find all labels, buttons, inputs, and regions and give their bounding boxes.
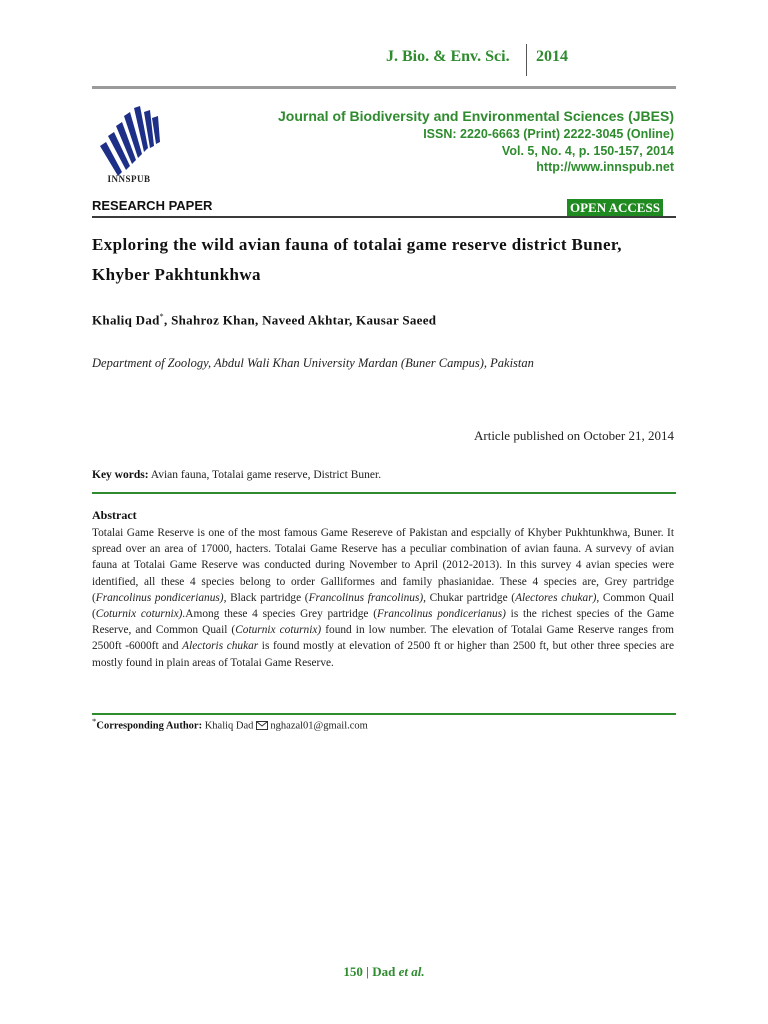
footer-separator: |: [362, 964, 373, 979]
species-name: Coturnix coturnix): [235, 624, 322, 637]
page-number: 150: [343, 964, 363, 979]
species-name: Francolinus pondicerianus): [377, 608, 506, 621]
species-name: Francolinus francolinus),: [308, 591, 426, 604]
journal-volume: Vol. 5, No. 4, p. 150-157, 2014: [501, 144, 674, 158]
publication-date: Article published on October 21, 2014: [473, 428, 674, 443]
author-rest: , Shahroz Khan, Naveed Akhtar, Kausar Saeed: [163, 312, 437, 328]
header-rule: [92, 86, 676, 89]
journal-issn: ISSN: 2220-6663 (Print) 2222-3045 (Online): [423, 127, 674, 141]
abstract-text: Chukar partridge (: [425, 591, 516, 604]
abstract-text: is found mostly at elevation of 2500 ft or higher than 2500 ft, but other three species are mostly found in plain areas of Totalai Game Reserve.: [92, 640, 674, 669]
keywords-label: Key words:: [92, 469, 149, 481]
species-name: Coturnix coturnix).: [95, 608, 186, 621]
journal-name: Journal of Biodiversity and Environmental Sciences (JBES): [278, 108, 674, 124]
corresponding-email-link[interactable]: nghazal01@gmail.com: [270, 720, 368, 732]
abstract-text: is the richest species of the Game Reserve, and Common Quail (: [92, 608, 675, 637]
abstract-text: Common Quail (: [92, 591, 674, 621]
footer-etal: et al.: [398, 964, 425, 979]
journal-url-link[interactable]: http://www.innspub.net: [536, 160, 674, 174]
abstract-heading: Abstract: [92, 508, 137, 522]
corresponding-marker: *: [92, 716, 97, 726]
species-name: Francolinus pondicerianus),: [95, 591, 227, 604]
logo-text: INNSPUB: [107, 174, 151, 184]
footer-author: Dad: [372, 964, 399, 979]
keywords-text: Avian fauna, Totalai game reserve, District Buner.: [148, 469, 382, 481]
corresponding-marker: *: [159, 312, 164, 321]
species-name: Alectoris chukar: [182, 640, 259, 653]
keywords: [92, 469, 381, 481]
abstract-text: found in low number. The elevation of Totalai Game Reserve ranges from 2500ft -6000ft and: [92, 624, 674, 653]
book-pages-icon: [96, 106, 162, 184]
author-list: [92, 312, 436, 328]
article-type-rule: [92, 216, 676, 218]
abstract-text: Black partridge (: [226, 591, 309, 604]
species-name: Alectores chukar),: [515, 591, 600, 604]
paper-title: Exploring the wild avian fauna of totalai game reserve district Buner, Khyber Pakhtunkhwa: [92, 235, 622, 284]
running-header-divider: [526, 44, 527, 76]
mail-icon: [256, 721, 268, 730]
running-header-year: 2014: [536, 48, 568, 65]
corresponding-label: Corresponding Author:: [96, 720, 203, 732]
running-header-journal: J. Bio. & Env. Sci.: [386, 48, 510, 65]
abstract-text: Among these 4 species Grey partridge (: [185, 608, 377, 621]
open-access-badge: OPEN ACCESS: [567, 199, 663, 216]
abstract-body: [92, 525, 674, 671]
article-type: RESEARCH PAPER: [92, 198, 213, 213]
corresponding-author: [92, 716, 368, 732]
keywords-rule: [92, 492, 676, 494]
abstract-rule: [92, 713, 676, 715]
affiliation: Department of Zoology, Abdul Wali Khan University Mardan (Buner Campus), Pakistan: [92, 356, 534, 370]
author-first: Khaliq Dad: [92, 312, 160, 328]
abstract-text: Totalai Game Reserve is one of the most famous Game Resereve of Pakistan and espcially of Khyber Pukhtunkhwa, Buner. It spread over an area of 17000, hacters. Totalai Game Reserve has a peculiar combination of avian fauna. A survevy of avian fauna at Totalai Game Reserve was conducted during November to April (2012-2013). In this survey 4 avian species were identified, all these 4 species belong to order Galliformes and family phasianidae. These 4 species are, Grey partridge (: [92, 527, 674, 604]
page-footer: [0, 964, 768, 980]
corresponding-name: Khaliq Dad: [202, 720, 254, 732]
